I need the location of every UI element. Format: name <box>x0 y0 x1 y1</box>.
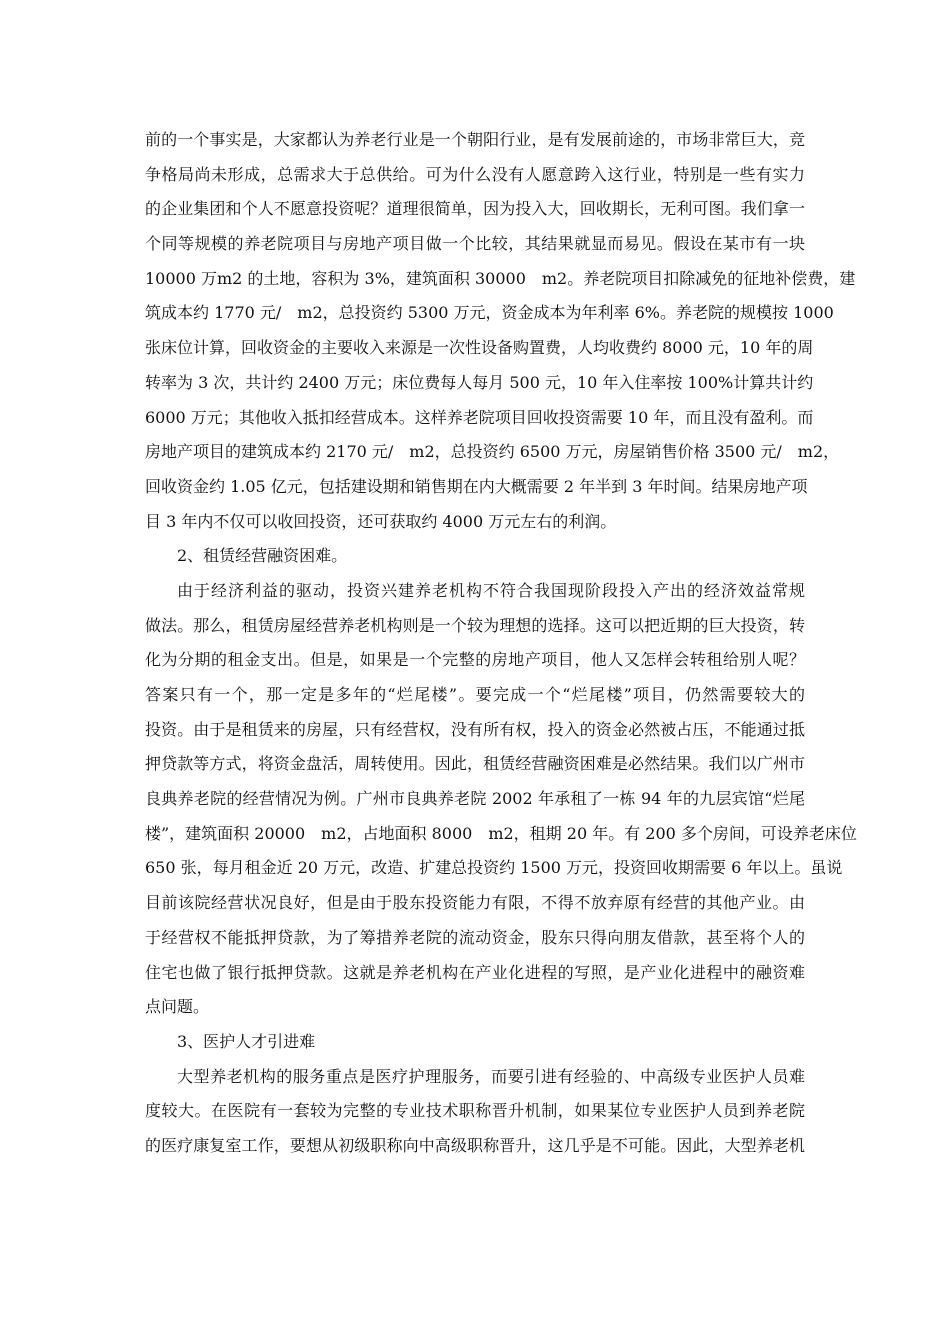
text-line: 2、租赁经营融资困难。 <box>177 546 348 566</box>
text-line: 投资。由于是租赁来的房屋，只有经营权，没有所有权，投入的资金必然被占压，不能通过抵 <box>145 719 805 739</box>
text-line: 答案只有一个，那一定是多年的“烂尾楼”。要完成一个“烂尾楼”项目，仍然需要较大的 <box>145 685 805 704</box>
text-line: 良典养老院的经营情况为例。广州市良典养老院 2002 年承租了一栋 94 年的九层宾馆“烂尾 <box>145 789 805 809</box>
text-line: 于经营权不能抵押贷款，为了筹措养老院的流动资金，股东只得向朋友借款，甚至将个人的 <box>145 927 805 947</box>
text-line: 住宅也做了银行抵押贷款。这就是养老机构在产业化进程的写照，是产业化进程中的融资难 <box>145 962 805 982</box>
text-line: 大型养老机构的服务重点是医疗护理服务，而要引进有经验的、中高级专业医护人员难 <box>177 1066 805 1086</box>
text-line: 6000 万元；其他收入抵扣经营成本。这样养老院项目回收投资需要 10 年，而且没有盈利。而 <box>145 407 814 427</box>
text-line: 房地产项目的建筑成本约 2170 元/ m2，总投资约 6500 万元，房屋销售价格 3500 元/ m2， <box>145 442 840 462</box>
text-line: 个同等规模的养老院项目与房地产项目做一个比较，其结果就显而易见。假设在某市有一块 <box>145 234 805 254</box>
text-line: 的企业集团和个人不愿意投资呢？道理很简单，因为投入大，回收期长，无利可图。我们拿一 <box>145 199 805 219</box>
text-line: 由于经济利益的驱动，投资兴建养老机构不符合我国现阶段投入产出的经济效益常规 <box>177 580 805 600</box>
text-line: 度较大。在医院有一套较为完整的专业技术职称晋升机制，如果某位专业医护人员到养老院 <box>145 1101 805 1121</box>
text-line: 张床位计算，回收资金的主要收入来源是一次性设备购置费，人均收费约 8000 元，10 年的周 <box>145 338 814 358</box>
body-text <box>145 123 857 1164</box>
text-line: 回收资金约 1.05 亿元，包括建设期和销售期在内大概需要 2 年半到 3 年时间。结果房地产项 <box>145 476 808 496</box>
text-line: 3、医护人才引进难 <box>177 1031 316 1051</box>
text-line: 争格局尚未形成，总需求大于总供给。可为什么没有人愿意跨入这行业，特别是一些有实力 <box>145 164 805 184</box>
text-line: 点问题。 <box>145 997 210 1017</box>
text-line: 楼”，建筑面积 20000 m2，占地面积 8000 m2，租期 20 年。有 200 多个房间，可设养老床位 <box>145 823 857 843</box>
text-line: 筑成本约 1770 元/ m2，总投资约 5300 万元，资金成本为年利率 6%。养老院的规模按 1000 <box>145 303 834 323</box>
text-line: 目 3 年内不仅可以收回投资，还可获取约 4000 万元左右的利润。 <box>145 511 617 531</box>
text-line: 押贷款等方式，将资金盘活，周转使用。因此，租赁经营融资困难是必然结果。我们以广州市 <box>145 754 805 774</box>
text-line: 10000 万m2 的土地，容积为 3%，建筑面积 30000 m2。养老院项目扣除减免的征地补偿费，建 <box>145 268 856 288</box>
text-line: 化为分期的租金支出。但是，如果是一个完整的房地产项目，他人又怎样会转租给别人呢？ <box>145 650 805 670</box>
text-line: 的医疗康复室工作，要想从初级职称向中高级职称晋升，这几乎是不可能。因此，大型养老机 <box>145 1135 805 1155</box>
text-line: 做法。那么，租赁房屋经营养老机构则是一个较为理想的选择。这可以把近期的巨大投资，转 <box>145 615 805 635</box>
text-line: 650 张，每月租金近 20 万元，改造、扩建总投资约 1500 万元，投资回收期需要 6 年以上。虽说 <box>145 858 843 878</box>
text-line: 目前该院经营状况良好，但是由于股东投资能力有限，不得不放弃原有经营的其他产业。由 <box>145 893 805 913</box>
text-line: 转率为 3 次，共计约 2400 万元；床位费每人每月 500 元，10 年入住率按 100%计算共计约 <box>145 372 814 392</box>
text-line: 前的一个事实是，大家都认为养老行业是一个朝阳行业，是有发展前途的，市场非常巨大，竞 <box>145 130 805 149</box>
